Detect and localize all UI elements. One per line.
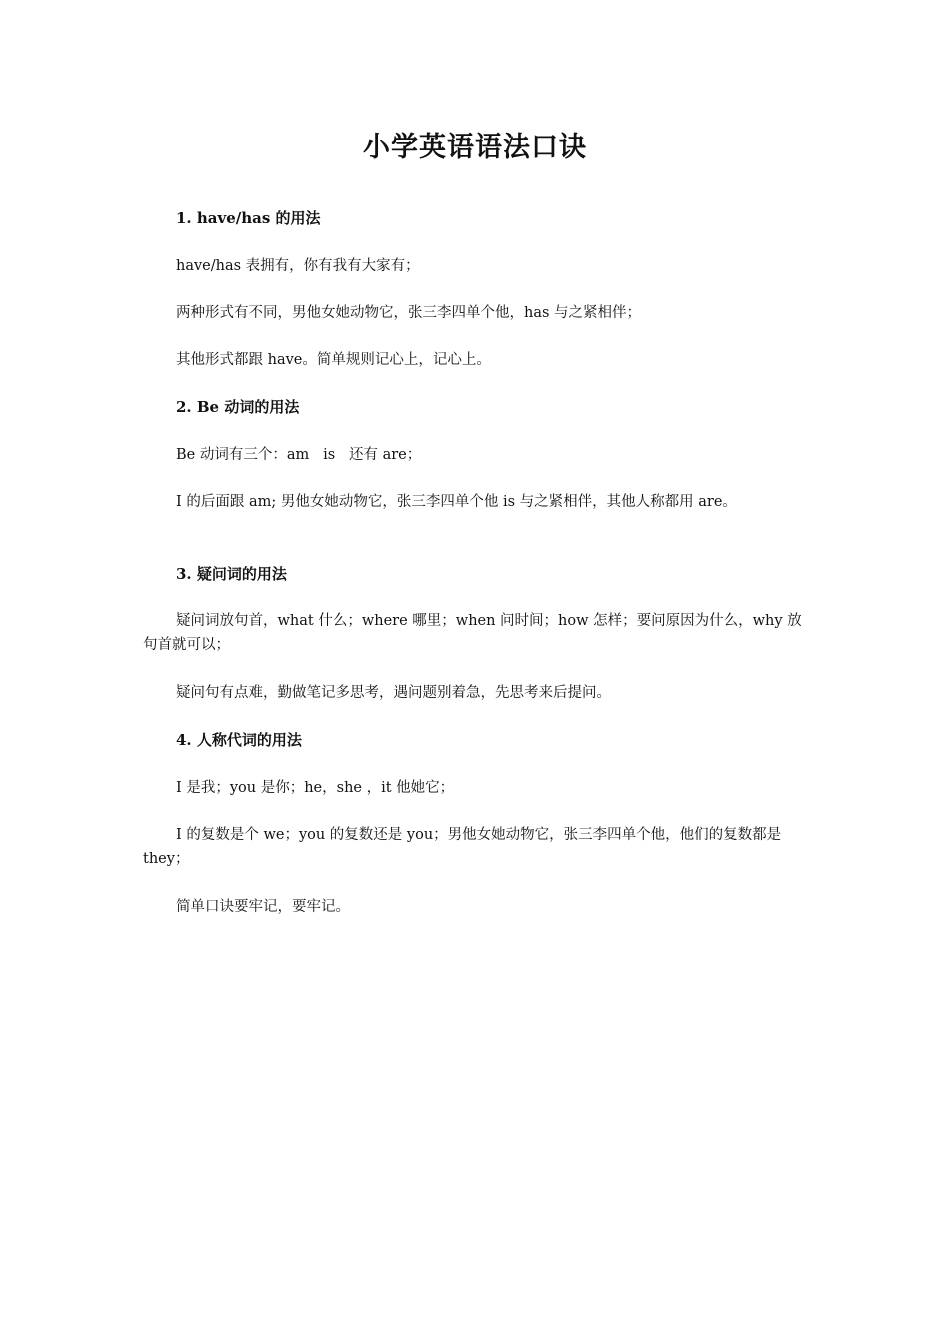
paragraph: I 是我；you 是你；he，she ，it 他她它； — [176, 780, 455, 796]
paragraph: I 的复数是个 we；you 的复数还是 you；男他女她动物它，张三李四单个他，他们的复数都是 they； — [143, 827, 782, 867]
section-heading: 1. have/has 的用法 — [176, 209, 321, 227]
section-heading: 3. 疑问词的用法 — [176, 565, 287, 583]
paragraph: 疑问句有点难，勤做笔记多思考，遇问题别着急，先思考来后提问。 — [176, 685, 611, 701]
paragraph: I 的后面跟 am; 男他女她动物它，张三李四单个他 is 与之紧相伴，其他人称都用 are。 — [176, 494, 737, 510]
paragraph: 疑问词放句首，what 什么；where 哪里；when 问时间；how 怎样；要问原因为什么，why 放句首就可以； — [143, 613, 802, 653]
paragraph: have/has 表拥有，你有我有大家有； — [176, 258, 420, 274]
paragraph: 简单口诀要牢记，要牢记。 — [176, 899, 350, 915]
paragraph: 其他形式都跟 have。简单规则记心上，记心上。 — [176, 352, 491, 368]
paragraph: 两种形式有不同，男他女她动物它，张三李四单个他，has 与之紧相伴； — [176, 305, 642, 321]
document-title: 小学英语语法口诀 — [363, 132, 587, 163]
paragraph: Be 动词有三个：am is 还有 are； — [176, 447, 422, 463]
section-heading: 4. 人称代词的用法 — [176, 731, 302, 749]
section-heading: 2. Be 动词的用法 — [176, 398, 300, 416]
